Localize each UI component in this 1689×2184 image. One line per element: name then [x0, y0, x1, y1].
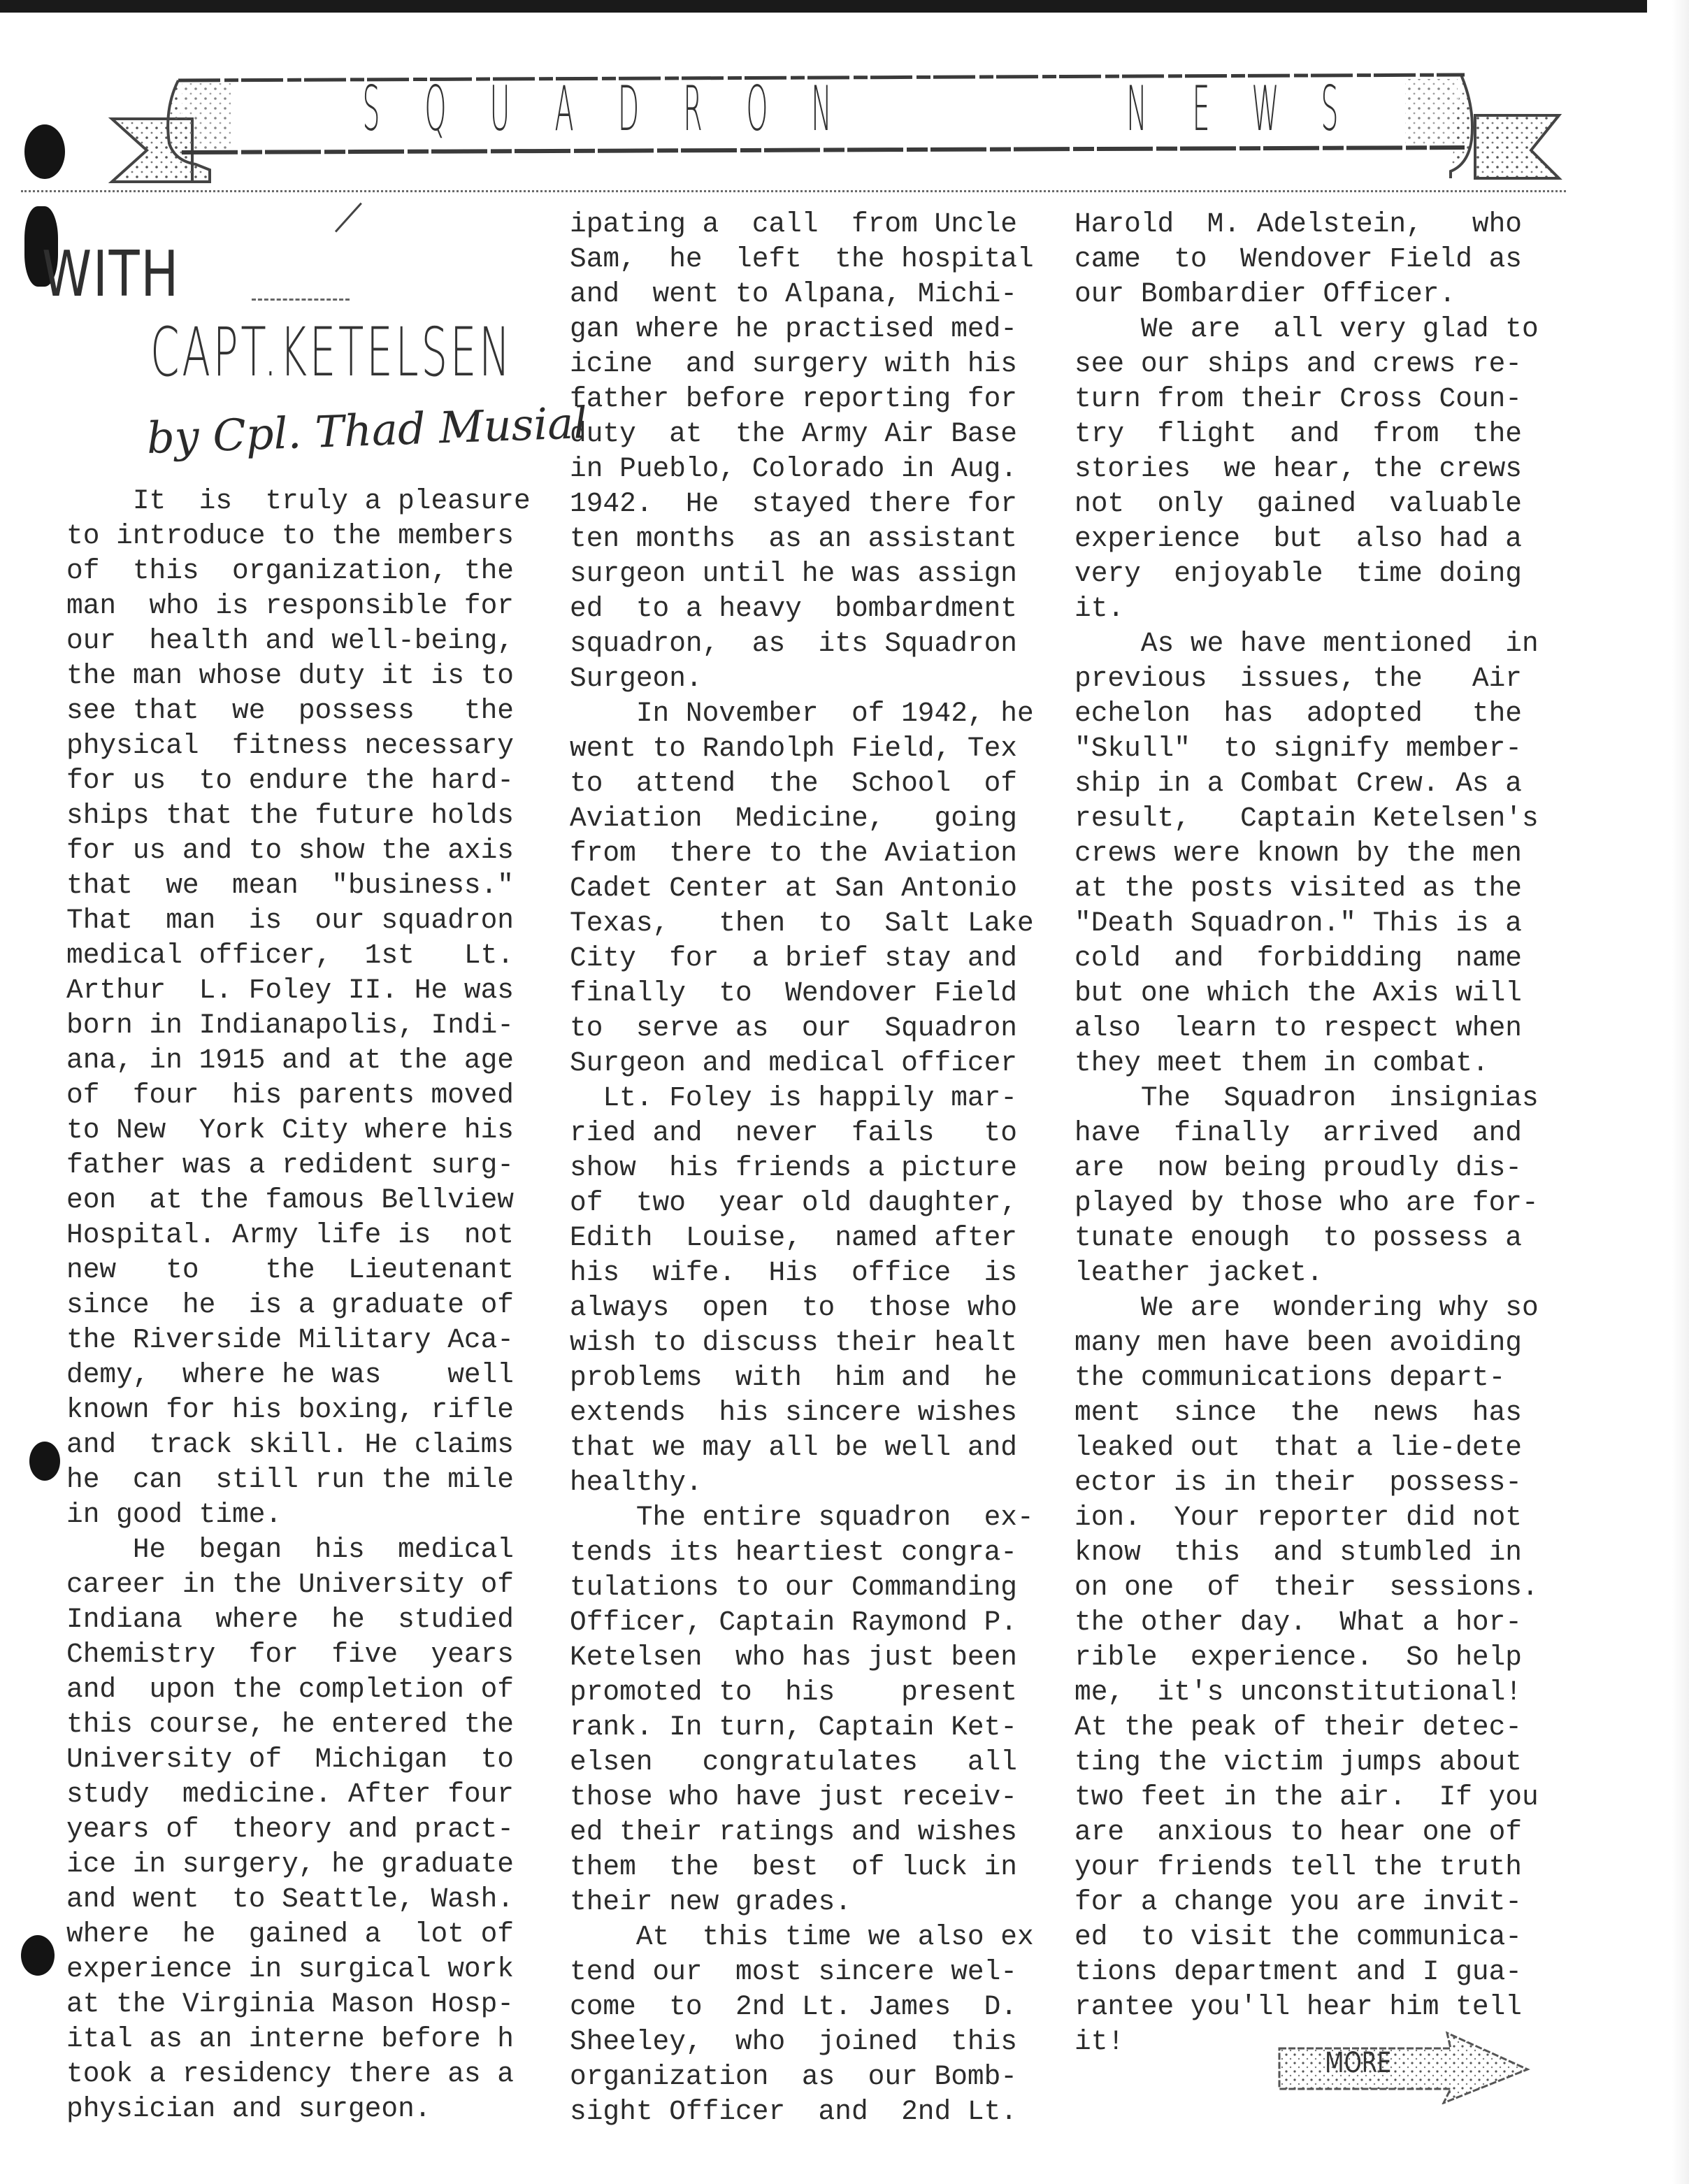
- masthead-letter: N: [1126, 73, 1147, 145]
- article-column-3: [1075, 207, 1539, 2060]
- text-line: it.: [1075, 593, 1125, 624]
- text-line: Arthur L. Foley II. He was: [66, 975, 515, 1006]
- text-line: City for a brief stay and: [570, 942, 1018, 974]
- text-line: Surgeon and medical officer: [570, 1047, 1018, 1079]
- text-line: played by those who are for-: [1075, 1187, 1539, 1219]
- punch-hole-middle: [29, 1442, 60, 1481]
- text-line: this course, he entered the: [66, 1709, 515, 1740]
- text-line: ried and never fails to: [570, 1117, 1018, 1149]
- article-heading-line-1: WITH: [42, 238, 180, 311]
- text-line: since he is a graduate of: [66, 1289, 515, 1321]
- text-line: crews were known by the men: [1075, 838, 1523, 869]
- text-line: very enjoyable time doing: [1075, 558, 1523, 589]
- text-line: eon at the famous Bellview: [66, 1184, 515, 1216]
- text-line: gan where he practised med-: [570, 313, 1018, 345]
- text-line: ice in surgery, he graduate: [66, 1848, 515, 1880]
- text-line: Chemistry for five years: [66, 1639, 515, 1670]
- text-line: wish to discuss their healt: [570, 1327, 1018, 1358]
- text-line: for us and to show the axis: [66, 835, 515, 866]
- article-heading-line-2: CAPT.KETELSEN: [150, 313, 513, 391]
- text-line: to introduce to the members: [66, 520, 515, 552]
- text-line: He began his medical: [66, 1534, 515, 1565]
- text-line: in good time.: [66, 1499, 282, 1530]
- text-line: duty at the Army Air Base: [570, 418, 1018, 450]
- text-line: on one of their sessions.: [1075, 1572, 1539, 1603]
- masthead-letter: S: [1321, 73, 1339, 145]
- text-line: leaked out that a lie-dete: [1075, 1432, 1523, 1463]
- text-line: of two year old daughter,: [570, 1187, 1018, 1219]
- text-line: show his friends a picture: [570, 1152, 1018, 1184]
- text-line: always open to those who: [570, 1292, 1018, 1323]
- text-line: their new grades.: [570, 1886, 851, 1918]
- text-line: in Pueblo, Colorado in Aug.: [570, 453, 1018, 484]
- text-line: at the Virginia Mason Hosp-: [66, 1988, 515, 2020]
- text-line: previous issues, the Air: [1075, 663, 1523, 694]
- text-line: rible experience. So help: [1075, 1641, 1523, 1673]
- masthead-letter: N: [811, 73, 832, 145]
- text-line: As we have mentioned in: [1075, 628, 1539, 659]
- text-line: the man whose duty it is to: [66, 660, 515, 691]
- text-line: are anxious to hear one of: [1075, 1816, 1523, 1848]
- text-line: that we may all be well and: [570, 1432, 1018, 1463]
- text-line: ship in a Combat Crew. As a: [1075, 768, 1523, 799]
- text-line: to attend the School of: [570, 768, 1018, 799]
- text-line: are now being proudly dis-: [1075, 1152, 1523, 1184]
- text-line: In November of 1942, he: [570, 698, 1034, 729]
- masthead-title-word-1: [339, 73, 854, 145]
- text-line: rank. In turn, Captain Ket-: [570, 1711, 1018, 1743]
- text-line: years of theory and pract-: [66, 1813, 515, 1845]
- text-line: ana, in 1915 and at the age: [66, 1044, 515, 1076]
- text-line: he can still run the mile: [66, 1464, 515, 1495]
- text-line: tions department and I gua-: [1075, 1956, 1523, 1988]
- text-line: ting the victim jumps about: [1075, 1746, 1523, 1778]
- text-line: new to the Lieutenant: [66, 1254, 515, 1286]
- text-line: the communications depart-: [1075, 1362, 1506, 1393]
- text-line: to New York City where his: [66, 1114, 515, 1146]
- text-line: experience but also had a: [1075, 523, 1523, 554]
- text-line: ten months as an assistant: [570, 523, 1018, 554]
- text-line: for us to endure the hard-: [66, 765, 515, 796]
- text-line: at the posts visited as the: [1075, 872, 1523, 904]
- text-line: physician and surgeon.: [66, 2093, 431, 2125]
- text-line: father before reporting for: [570, 383, 1018, 415]
- text-line: Aviation Medicine, going: [570, 803, 1018, 834]
- masthead-letter: D: [617, 73, 640, 145]
- text-line: ed to visit the communica-: [1075, 1921, 1523, 1953]
- text-line: ital as an interne before h: [66, 2023, 515, 2055]
- heading-handwritten-mark: [335, 203, 362, 233]
- scan-top-edge: [0, 0, 1689, 13]
- text-line: of four his parents moved: [66, 1079, 515, 1111]
- text-line: Hospital. Army life is not: [66, 1219, 515, 1251]
- text-line: two feet in the air. If you: [1075, 1781, 1539, 1813]
- text-line: for a change you are invit-: [1075, 1886, 1523, 1918]
- text-line: ed their ratings and wishes: [570, 1816, 1018, 1848]
- text-line: and went to Seattle, Wash.: [66, 1883, 515, 1915]
- text-line: Officer, Captain Raymond P.: [570, 1607, 1018, 1638]
- text-line: your friends tell the truth: [1075, 1851, 1523, 1883]
- text-line: 1942. He stayed there for: [570, 488, 1018, 519]
- text-line: the other day. What a hor-: [1075, 1607, 1523, 1638]
- text-line: At the peak of their detec-: [1075, 1711, 1523, 1743]
- text-line: problems with him and he: [570, 1362, 1018, 1393]
- article-column-2: [570, 207, 1034, 2129]
- text-line: came to Wendover Field as: [1075, 243, 1523, 275]
- text-line: squadron, as its Squadron: [570, 628, 1018, 659]
- text-line: of this organization, the: [66, 555, 515, 587]
- text-line: tend our most sincere wel-: [570, 1956, 1018, 1988]
- masthead-letter: S: [362, 73, 380, 145]
- text-line: surgeon until he was assign: [570, 558, 1018, 589]
- text-line: took a residency there as a: [66, 2058, 515, 2090]
- masthead-divider: [21, 190, 1566, 192]
- text-line: We are wondering why so: [1075, 1292, 1539, 1323]
- text-line: try flight and from the: [1075, 418, 1523, 450]
- text-line: the Riverside Military Aca-: [66, 1324, 515, 1356]
- text-line: ion. Your reporter did not: [1075, 1502, 1523, 1533]
- text-line: The Squadron insignias: [1075, 1082, 1539, 1114]
- text-line: tunate enough to possess a: [1075, 1222, 1523, 1253]
- text-line: to serve as our Squadron: [570, 1012, 1018, 1044]
- text-line: sight Officer and 2nd Lt.: [570, 2096, 1018, 2127]
- text-line: father was a redident surg-: [66, 1149, 515, 1181]
- masthead-letter: Q: [424, 73, 447, 145]
- text-line: ector is in their possess-: [1075, 1467, 1523, 1498]
- text-line: We are all very glad to: [1075, 313, 1539, 345]
- text-line: have finally arrived and: [1075, 1117, 1523, 1149]
- text-line: and went to Alpana, Michi-: [570, 278, 1018, 310]
- text-line: Harold M. Adelstein, who: [1075, 208, 1523, 240]
- text-line: physical fitness necessary: [66, 730, 515, 761]
- text-line: them the best of luck in: [570, 1851, 1018, 1883]
- text-line: they meet them in combat.: [1075, 1047, 1489, 1079]
- text-line: It is truly a pleasure: [66, 485, 531, 517]
- text-line: come to 2nd Lt. James D.: [570, 1991, 1018, 2023]
- scan-right-edge: [1647, 0, 1689, 2184]
- text-line: those who have just receiv-: [570, 1781, 1018, 1813]
- text-line: study medicine. After four: [66, 1779, 515, 1810]
- text-line: organization as our Bomb-: [570, 2061, 1018, 2092]
- text-line: tulations to our Commanding: [570, 1572, 1018, 1603]
- text-line: Lt. Foley is happily mar-: [570, 1082, 1018, 1114]
- text-line: ment since the news has: [1075, 1397, 1523, 1428]
- text-line: many men have been avoiding: [1075, 1327, 1523, 1358]
- text-line: see that we possess the: [66, 695, 515, 726]
- text-line: promoted to his present: [570, 1676, 1018, 1708]
- text-line: experience in surgical work: [66, 1953, 515, 1985]
- article-column-1: [66, 484, 531, 2127]
- text-line: went to Randolph Field, Tex: [570, 733, 1018, 764]
- masthead-banner: [105, 66, 1566, 189]
- masthead-letter: E: [1192, 73, 1210, 145]
- text-line: tends its heartiest congra-: [570, 1537, 1018, 1568]
- text-line: cold and forbidding name: [1075, 942, 1523, 974]
- punch-hole-bottom: [21, 1935, 55, 1976]
- text-line: and upon the completion of: [66, 1674, 515, 1705]
- text-line: Ketelsen who has just been: [570, 1641, 1018, 1673]
- text-line: born in Indianapolis, Indi-: [66, 1010, 515, 1041]
- text-line: that we mean "business.": [66, 870, 515, 901]
- punch-hole-top: [24, 124, 65, 179]
- heading-blank-underline: [252, 299, 350, 301]
- text-line: from there to the Aviation: [570, 838, 1018, 869]
- text-line: and track skill. He claims: [66, 1429, 515, 1460]
- text-line: Texas, then to Salt Lake: [570, 907, 1034, 939]
- text-line: our Bombardier Officer.: [1075, 278, 1456, 310]
- text-line: icine and surgery with his: [570, 348, 1018, 380]
- text-line: Surgeon.: [570, 663, 703, 694]
- text-line: Edith Louise, named after: [570, 1222, 1018, 1253]
- masthead-letter: W: [1251, 73, 1279, 145]
- text-line: ed to a heavy bombardment: [570, 593, 1018, 624]
- text-line: "Skull" to signify member-: [1075, 733, 1523, 764]
- masthead-letter: O: [746, 73, 768, 145]
- text-line: stories we hear, the crews: [1075, 453, 1523, 484]
- text-line: ipating a call from Uncle: [570, 208, 1018, 240]
- text-line: elsen congratulates all: [570, 1746, 1018, 1778]
- text-line: career in the University of: [66, 1569, 515, 1600]
- text-line: Cadet Center at San Antonio: [570, 872, 1018, 904]
- text-line: That man is our squadron: [66, 905, 515, 936]
- masthead-letter: A: [554, 73, 574, 145]
- more-continue-marker: [1276, 2027, 1535, 2104]
- more-label: MORE: [1325, 2047, 1392, 2079]
- arrow-right-icon: [1276, 2027, 1535, 2104]
- text-line: result, Captain Ketelsen's: [1075, 803, 1539, 834]
- text-line: At this time we also ex: [570, 1921, 1034, 1953]
- text-line: his wife. His office is: [570, 1257, 1018, 1288]
- text-line: finally to Wendover Field: [570, 977, 1018, 1009]
- text-line: know this and stumbled in: [1075, 1537, 1523, 1568]
- text-line: "Death Squadron." This is a: [1075, 907, 1523, 939]
- text-line: our health and well-being,: [66, 625, 515, 656]
- text-line: demy, where he was well: [66, 1359, 515, 1391]
- text-line: known for his boxing, rifle: [66, 1394, 515, 1425]
- masthead-title-word-2: [1105, 73, 1362, 145]
- text-line: see our ships and crews re-: [1075, 348, 1523, 380]
- text-line: University of Michigan to: [66, 1744, 515, 1775]
- text-line: echelon has adopted the: [1075, 698, 1523, 729]
- text-line: rantee you'll hear him tell: [1075, 1991, 1523, 2023]
- text-line: where he gained a lot of: [66, 1918, 515, 1950]
- masthead-letter: U: [489, 73, 510, 145]
- text-line: but one which the Axis will: [1075, 977, 1523, 1009]
- text-line: turn from their Cross Coun-: [1075, 383, 1523, 415]
- text-line: Indiana where he studied: [66, 1604, 515, 1635]
- text-line: not only gained valuable: [1075, 488, 1523, 519]
- article-byline: by Cpl. Thad Musial: [145, 397, 589, 464]
- text-line: also learn to respect when: [1075, 1012, 1523, 1044]
- text-line: ships that the future holds: [66, 800, 515, 831]
- text-line: it!: [1075, 2026, 1125, 2057]
- text-line: Sheeley, who joined this: [570, 2026, 1018, 2057]
- masthead-letter: R: [683, 73, 703, 145]
- text-line: extends his sincere wishes: [570, 1397, 1018, 1428]
- text-line: leather jacket.: [1075, 1257, 1323, 1288]
- text-line: man who is responsible for: [66, 590, 515, 622]
- text-line: healthy.: [570, 1467, 703, 1498]
- text-line: me, it's unconstitutional!: [1075, 1676, 1523, 1708]
- text-line: Sam, he left the hospital: [570, 243, 1034, 275]
- text-line: The entire squadron ex-: [570, 1502, 1034, 1533]
- text-line: medical officer, 1st Lt.: [66, 940, 515, 971]
